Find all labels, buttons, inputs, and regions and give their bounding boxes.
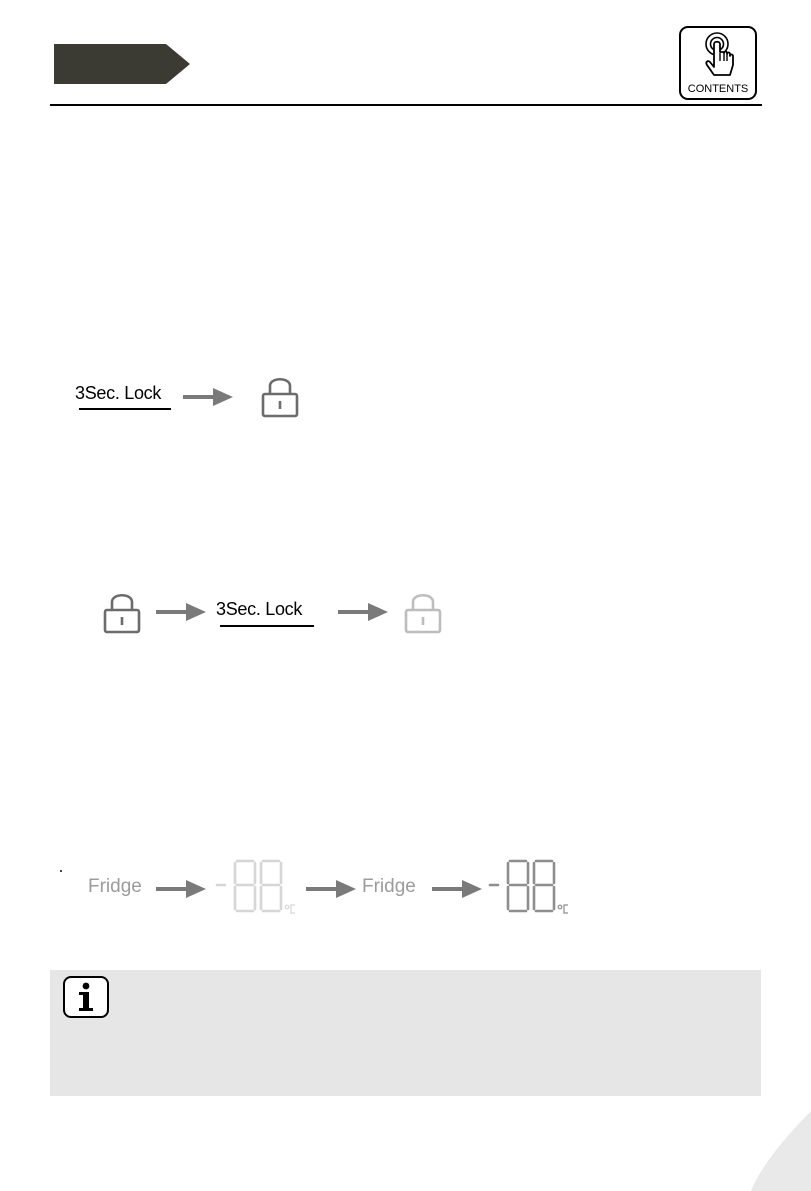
lock-hold-underline xyxy=(79,408,171,410)
stray-mark xyxy=(60,870,62,872)
arrow-right-icon xyxy=(338,603,388,621)
arrow-right-icon xyxy=(432,880,482,898)
fridge-label: Fridge xyxy=(88,876,142,897)
info-note-box xyxy=(50,970,761,1096)
contents-label: CONTENTS xyxy=(687,83,749,95)
header-rule xyxy=(50,104,762,106)
unlock-hold-label: 3Sec. Lock xyxy=(216,599,303,619)
lock-hold-label: 3Sec. Lock xyxy=(75,383,162,403)
fridge-label: Fridge xyxy=(362,876,416,897)
unlock-hold-underline xyxy=(220,625,314,627)
arrow-right-icon xyxy=(156,603,206,621)
page-corner-decoration xyxy=(751,1111,811,1191)
seven-segment-display-lit xyxy=(488,858,572,916)
contents-button[interactable] xyxy=(679,26,757,100)
seven-segment-display-dim xyxy=(215,858,299,916)
padlock-icon xyxy=(260,374,300,418)
tap-hand-icon xyxy=(700,31,740,81)
padlock-faded-icon xyxy=(403,590,443,634)
section-header-tab xyxy=(54,44,190,84)
arrow-right-icon xyxy=(306,880,356,898)
info-icon xyxy=(63,976,109,1018)
padlock-icon xyxy=(102,590,142,634)
arrow-right-icon xyxy=(183,388,233,406)
arrow-right-icon xyxy=(156,880,206,898)
